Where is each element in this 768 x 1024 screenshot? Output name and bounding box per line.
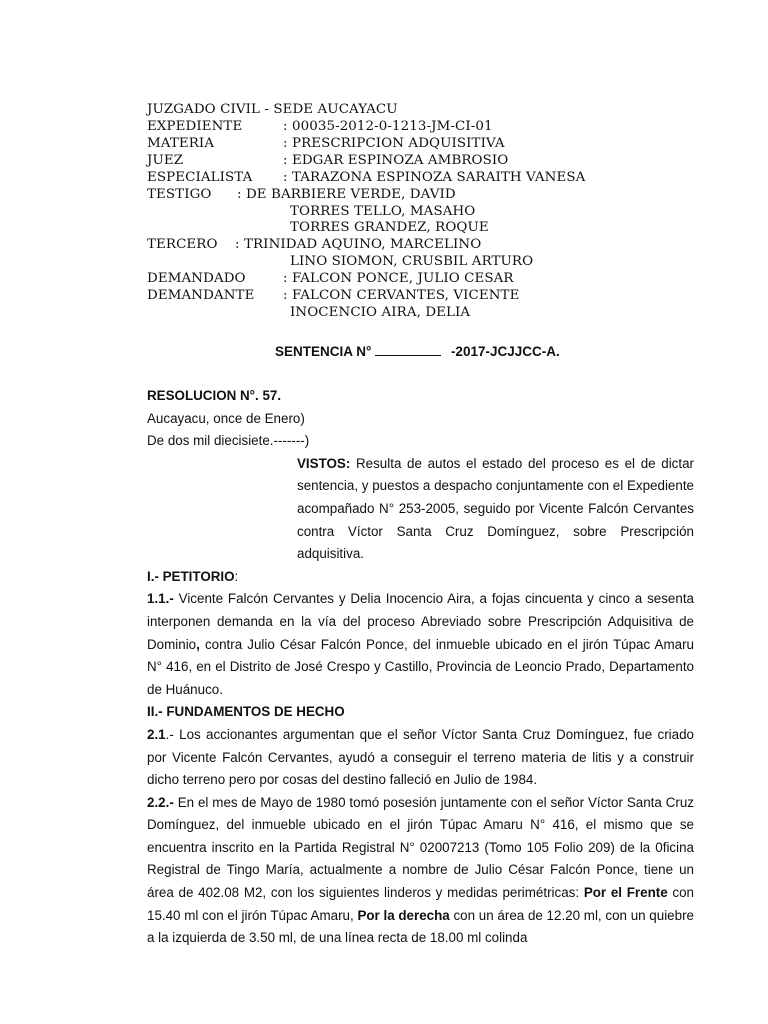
header-label: ESPECIALISTA [147, 170, 253, 185]
header-label: TESTIGO [147, 187, 212, 202]
header-value: : DE BARBIERE VERDE, DAVID [237, 187, 456, 202]
header-value: LINO SIOMON, CRUSBIL ARTURO [290, 254, 534, 269]
sentencia-number-blank [375, 344, 441, 356]
paragraph-text: con 15.40 ml con el jirón Túpac Amaru, [147, 885, 695, 923]
paragraph-comma: , [196, 636, 200, 652]
date-line-2: De dos mil diecisiete.-------) [147, 433, 310, 449]
date-line-1: Aucayacu, once de Enero) [147, 410, 305, 426]
header-value: : FALCON PONCE, JULIO CESAR [283, 271, 514, 286]
header-label: EXPEDIENTE [147, 119, 243, 134]
header-value: : FALCON CERVANTES, VICENTE [283, 288, 520, 303]
header-value: : EDGAR ESPINOZA AMBROSIO [283, 153, 509, 168]
header-value: : PRESCRIPCION ADQUISITIVA [283, 136, 505, 151]
resolucion-heading [147, 385, 694, 408]
paragraph-number: 2.2.- [147, 794, 174, 810]
sentencia-suffix: -2017-JCJJCC-A. [450, 344, 560, 359]
fundamentos-heading [147, 701, 694, 724]
paragraph-number: 1.1.- [147, 591, 174, 607]
paragraph-text: con un área de 12.20 ml, con un quiebre a la izquierda de 3.50 ml, de una línea recta de 18.00 ml colinda [147, 907, 694, 946]
resolucion-text: RESOLUCION N°. 57. [147, 388, 282, 403]
paragraph-number: 2.1 [147, 726, 166, 742]
vistos-label: VISTOS: [297, 455, 351, 471]
header-value: : TRINIDAD AQUINO, MARCELINO [235, 237, 482, 252]
header-value: : 00035-2012-0-1213-JM-CI-01 [283, 119, 493, 134]
header-label: JUZGADO CIVIL - SEDE AUCAYACU [147, 102, 398, 117]
header-value: : TARAZONA ESPINOZA SARAITH VANESA [283, 170, 586, 185]
paragraph-text: contra Julio César Falcón Ponce, del inmueble ubicado en el jirón Túpac Amaru N° 416, en el Distrito de José Crespo y Castillo, Provincia de Leoncio Prado, Departamento de Huánuco. [147, 636, 694, 697]
petitorio-heading [147, 566, 694, 589]
header-value: TORRES TELLO, MASAHO [290, 204, 476, 219]
paragraph-bold: Por el Frente [583, 885, 668, 901]
petitorio-text: I.- PETITORIO [147, 568, 235, 584]
fundamentos-text: II.- FUNDAMENTOS DE HECHO [147, 704, 345, 720]
paragraph-text: Vicente Falcón Cervantes y Delia Inocencio Aira, a fojas cincuenta y cinco a sesenta interponen demanda en la vía del proceso Abreviado sobre Prescripción Adquisitiva de Dominio [147, 591, 694, 652]
paragraph-text: En el mes de Mayo de 1980 tomó posesión juntamente con el señor Víctor Santa Cruz Domínguez, del inmueble ubicado en el jirón Túpac Amaru N° 416, el mismo que se encuentra inscrito en la Partida Registral N° 02007213 (Tomo 105 Folio 209) de la 0ficina Registral de Tingo María, actualmente a nombre de Julio César Falcón Ponce, tiene un área de 402.08 M2, con los siguientes linderos y medidas perimétricas: [147, 794, 694, 901]
paragraph-2-2 [147, 792, 694, 950]
header-label: DEMANDADO [147, 271, 246, 286]
header-value: INOCENCIO AIRA, DELIA [290, 305, 471, 320]
petitorio-colon: : [234, 568, 239, 584]
paragraph-bold: Por la derecha [357, 907, 450, 923]
header-label: MATERIA [147, 136, 215, 151]
document-body [147, 385, 694, 950]
header-label: TERCERO [147, 237, 218, 252]
header-value: TORRES GRANDEZ, ROQUE [290, 220, 489, 235]
vistos-paragraph [147, 453, 694, 566]
header-label: DEMANDANTE [147, 288, 255, 303]
paragraph-text: .- Los accionantes argumentan que el señor Víctor Santa Cruz Domínguez, fue criado por Vicente Falcón Cervantes, ayudó a conseguir el terreno materia de litis y a construir dicho terreno pero por cosas del destino falleció en Julio de 1984. [147, 726, 694, 788]
sentencia-prefix: SENTENCIA N° [275, 344, 372, 359]
sentencia-title [275, 344, 560, 359]
paragraph-2-1 [147, 724, 694, 792]
header-label: JUEZ [147, 153, 184, 168]
paragraph-1-1 [147, 588, 694, 701]
vistos-text: Resulta de autos el estado del proceso es el de dictar sentencia, y puestos a despacho conjuntamente con el Expediente acompañado N° 253-2005, seguido por Vicente Falcón Cervantes contra Víctor Santa Cruz Domínguez, sobre Prescripción adquisitiva. [297, 455, 694, 562]
